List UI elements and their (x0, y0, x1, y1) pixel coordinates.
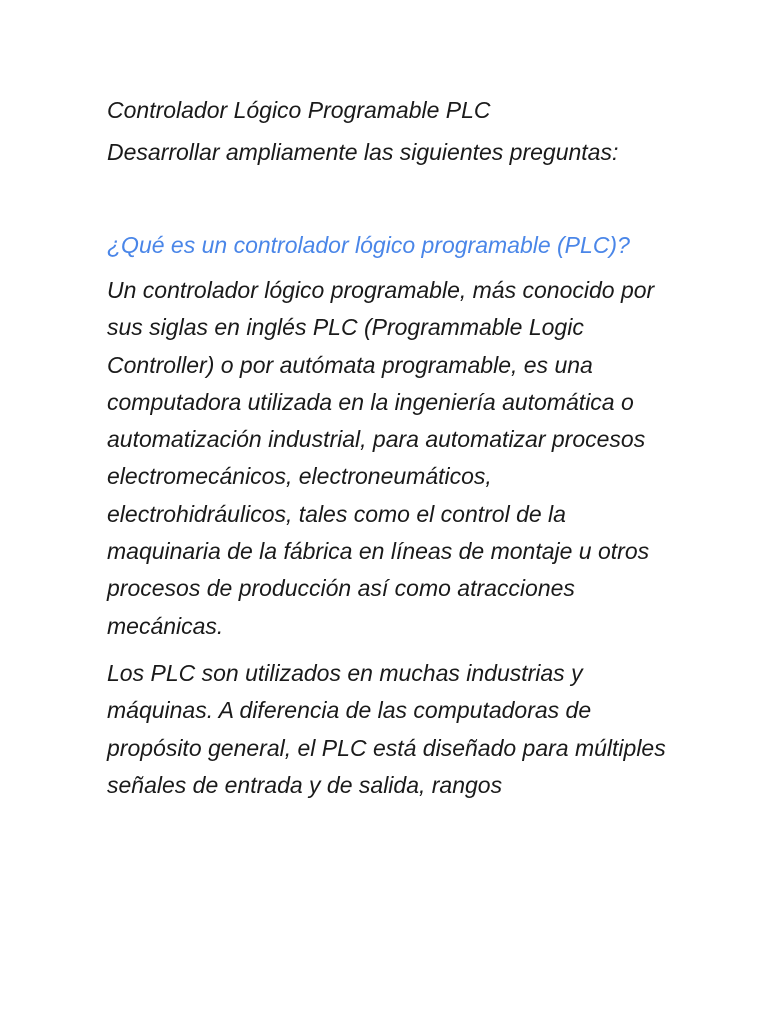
paragraph-definition: Un controlador lógico programable, más conocido por sus siglas en inglés PLC (Programmable Logic Controller) o por autómata programable, es una computadora utilizada en la ingeniería automática o automatización industrial, para automatizar procesos electromecánicos, electroneumáticos, electrohidráulicos, tales como el control de la maquinaria de la fábrica en líneas de montaje u otros procesos de producción así como atracciones mecánicas. (107, 277, 655, 639)
instructions-text: Desarrollar ampliamente las siguientes preguntas: (107, 139, 619, 165)
question-heading: ¿Qué es un controlador lógico programable (PLC)? (107, 232, 630, 258)
document-title: Controlador Lógico Programable PLC (107, 97, 491, 123)
document-page (107, 92, 667, 804)
paragraph-usage: Los PLC son utilizados en muchas industrias y máquinas. A diferencia de las computadoras de propósito general, el PLC está diseñado para múltiples señales de entrada y de salida, rangos (107, 659, 666, 798)
